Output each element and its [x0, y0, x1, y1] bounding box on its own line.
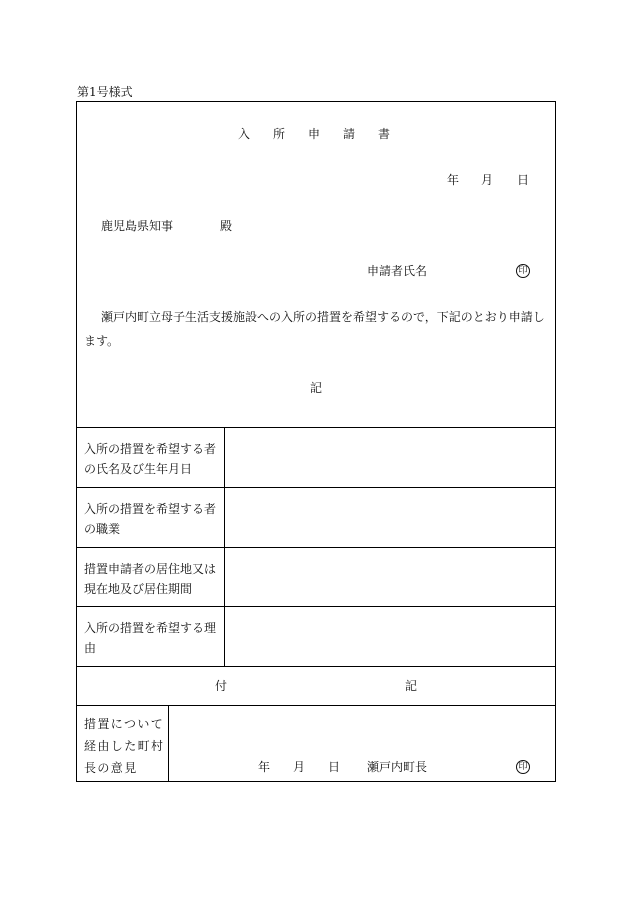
row-label-line: 入所の措置を希望する理 [84, 621, 217, 635]
addressee-name: 鹿児島県知事 [101, 219, 174, 233]
row-label-line: 由 [84, 641, 97, 655]
table-value-cell [225, 488, 555, 547]
request-statement-line: ます。 [84, 334, 120, 348]
form-number: 第1号様式 [77, 85, 133, 99]
opinion-date-day-label: 日 [328, 760, 341, 774]
applicant-name-label: 申請者氏名 [367, 264, 428, 278]
row-label-line: 措置申請者の居住地又は [84, 562, 217, 576]
table-value-cell [225, 428, 555, 487]
row-label-line: 現在地及び居住期間 [84, 582, 193, 596]
ki-heading: 記 [310, 381, 323, 395]
date-month-label: 月 [481, 173, 494, 187]
date-year-label: 年 [447, 173, 460, 187]
table-value-cell [225, 607, 555, 666]
attachment-heading: 付記 [215, 679, 596, 693]
opinion-date-year-label: 年 [258, 760, 271, 774]
row-label-line: 入所の措置を希望する者 [84, 502, 217, 516]
table-divider [76, 666, 556, 667]
applicant-seal-mark: 印 [516, 264, 530, 278]
table-value-cell [225, 548, 555, 606]
opinion-label-line: 長の意見 [84, 761, 138, 775]
row-label-line: 入所の措置を希望する者 [84, 442, 217, 456]
addressee-honorific: 殿 [220, 219, 233, 233]
row-label-line: の氏名及び生年月日 [84, 462, 193, 476]
opinion-signer: 瀬戸内町長 [367, 760, 428, 774]
table-divider [76, 705, 556, 706]
form-title: 入所申請書 [238, 127, 414, 141]
date-day-label: 日 [517, 173, 530, 187]
opinion-label-line: 措置について [84, 717, 165, 731]
request-statement-line: 瀬戸内町立母子生活支援施設への入所の措置を希望するので，下記のとおり申請し [101, 310, 545, 324]
row-label-line: の職業 [84, 522, 121, 536]
opinion-date-month-label: 月 [293, 760, 306, 774]
opinion-label-line: 経由した町村 [84, 739, 165, 753]
opinion-column-divider [168, 705, 169, 782]
signer-seal-mark: 印 [516, 760, 530, 774]
